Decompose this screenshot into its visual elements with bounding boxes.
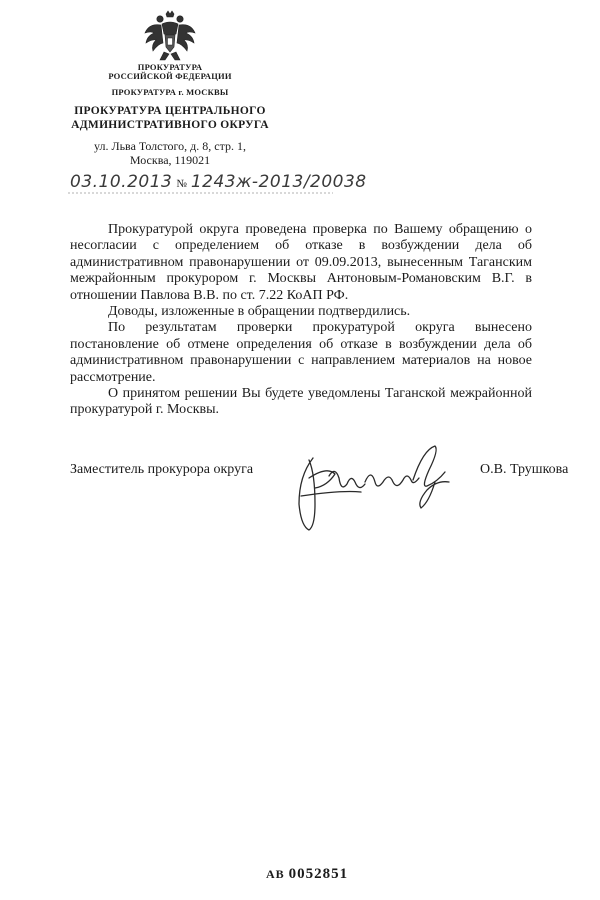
paragraph-3: По результатам проверки прокуратурой округа вынесено постановление об отмене определения об отказе в возбуждении дела об административном правонарушении с направлением материалов на новое рассмотрение. xyxy=(70,320,532,385)
paragraph-1: Прокуратурой округа проведена проверка по Вашему обращению о несогласии с определением об отказе в возбуждении дела об административном правонарушении от 09.09.2013, вынесенным Таганским межрайонным прокурором г. Москвы Антоновым-Романовским В.Г. в отношении Павлова В.В. по ст. 7.22 КоАП РФ. xyxy=(70,222,532,303)
district-office-line1: ПРОКУРАТУРА ЦЕНТРАЛЬНОГО xyxy=(74,105,266,117)
address-line1: ул. Льва Толстого, д. 8, стр. 1, xyxy=(93,139,247,153)
form-serial-number xyxy=(266,866,348,883)
double-headed-eagle-emblem-icon xyxy=(142,8,198,64)
paragraph-4: О принятом решении Вы будете уведомлены Таганской межрайонной прокуратурой г. Москвы. xyxy=(70,386,532,418)
letter-body xyxy=(70,222,532,419)
number-sign: № xyxy=(176,178,187,190)
registration-line xyxy=(70,172,367,192)
registration-underline xyxy=(68,190,338,196)
org-name-small-line2: РОССИЙСКОЙ ФЕДЕРАЦИИ xyxy=(108,71,232,81)
registration-number: 1243ж-2013/20038 xyxy=(190,172,367,192)
serial-number: 0052851 xyxy=(288,866,349,882)
district-office-line2: АДМИНИСТРАТИВНОГО ОКРУГА xyxy=(71,119,269,131)
registration-date: 03.10.2013 xyxy=(70,172,173,192)
serial-prefix: АВ xyxy=(266,867,285,881)
org-name-small-line1: ПРОКУРАТУРА xyxy=(137,62,203,72)
address-line2: Москва, 119021 xyxy=(129,153,211,167)
paragraph-2: Доводы, изложенные в обращении подтвердились. xyxy=(108,304,411,320)
city-prosecutor-office: ПРОКУРАТУРА г. МОСКВЫ xyxy=(111,87,229,97)
handwritten-signature xyxy=(285,438,475,538)
signatory-name: О.В. Трушкова xyxy=(480,462,569,477)
signatory-position: Заместитель прокурора округа xyxy=(70,462,254,477)
